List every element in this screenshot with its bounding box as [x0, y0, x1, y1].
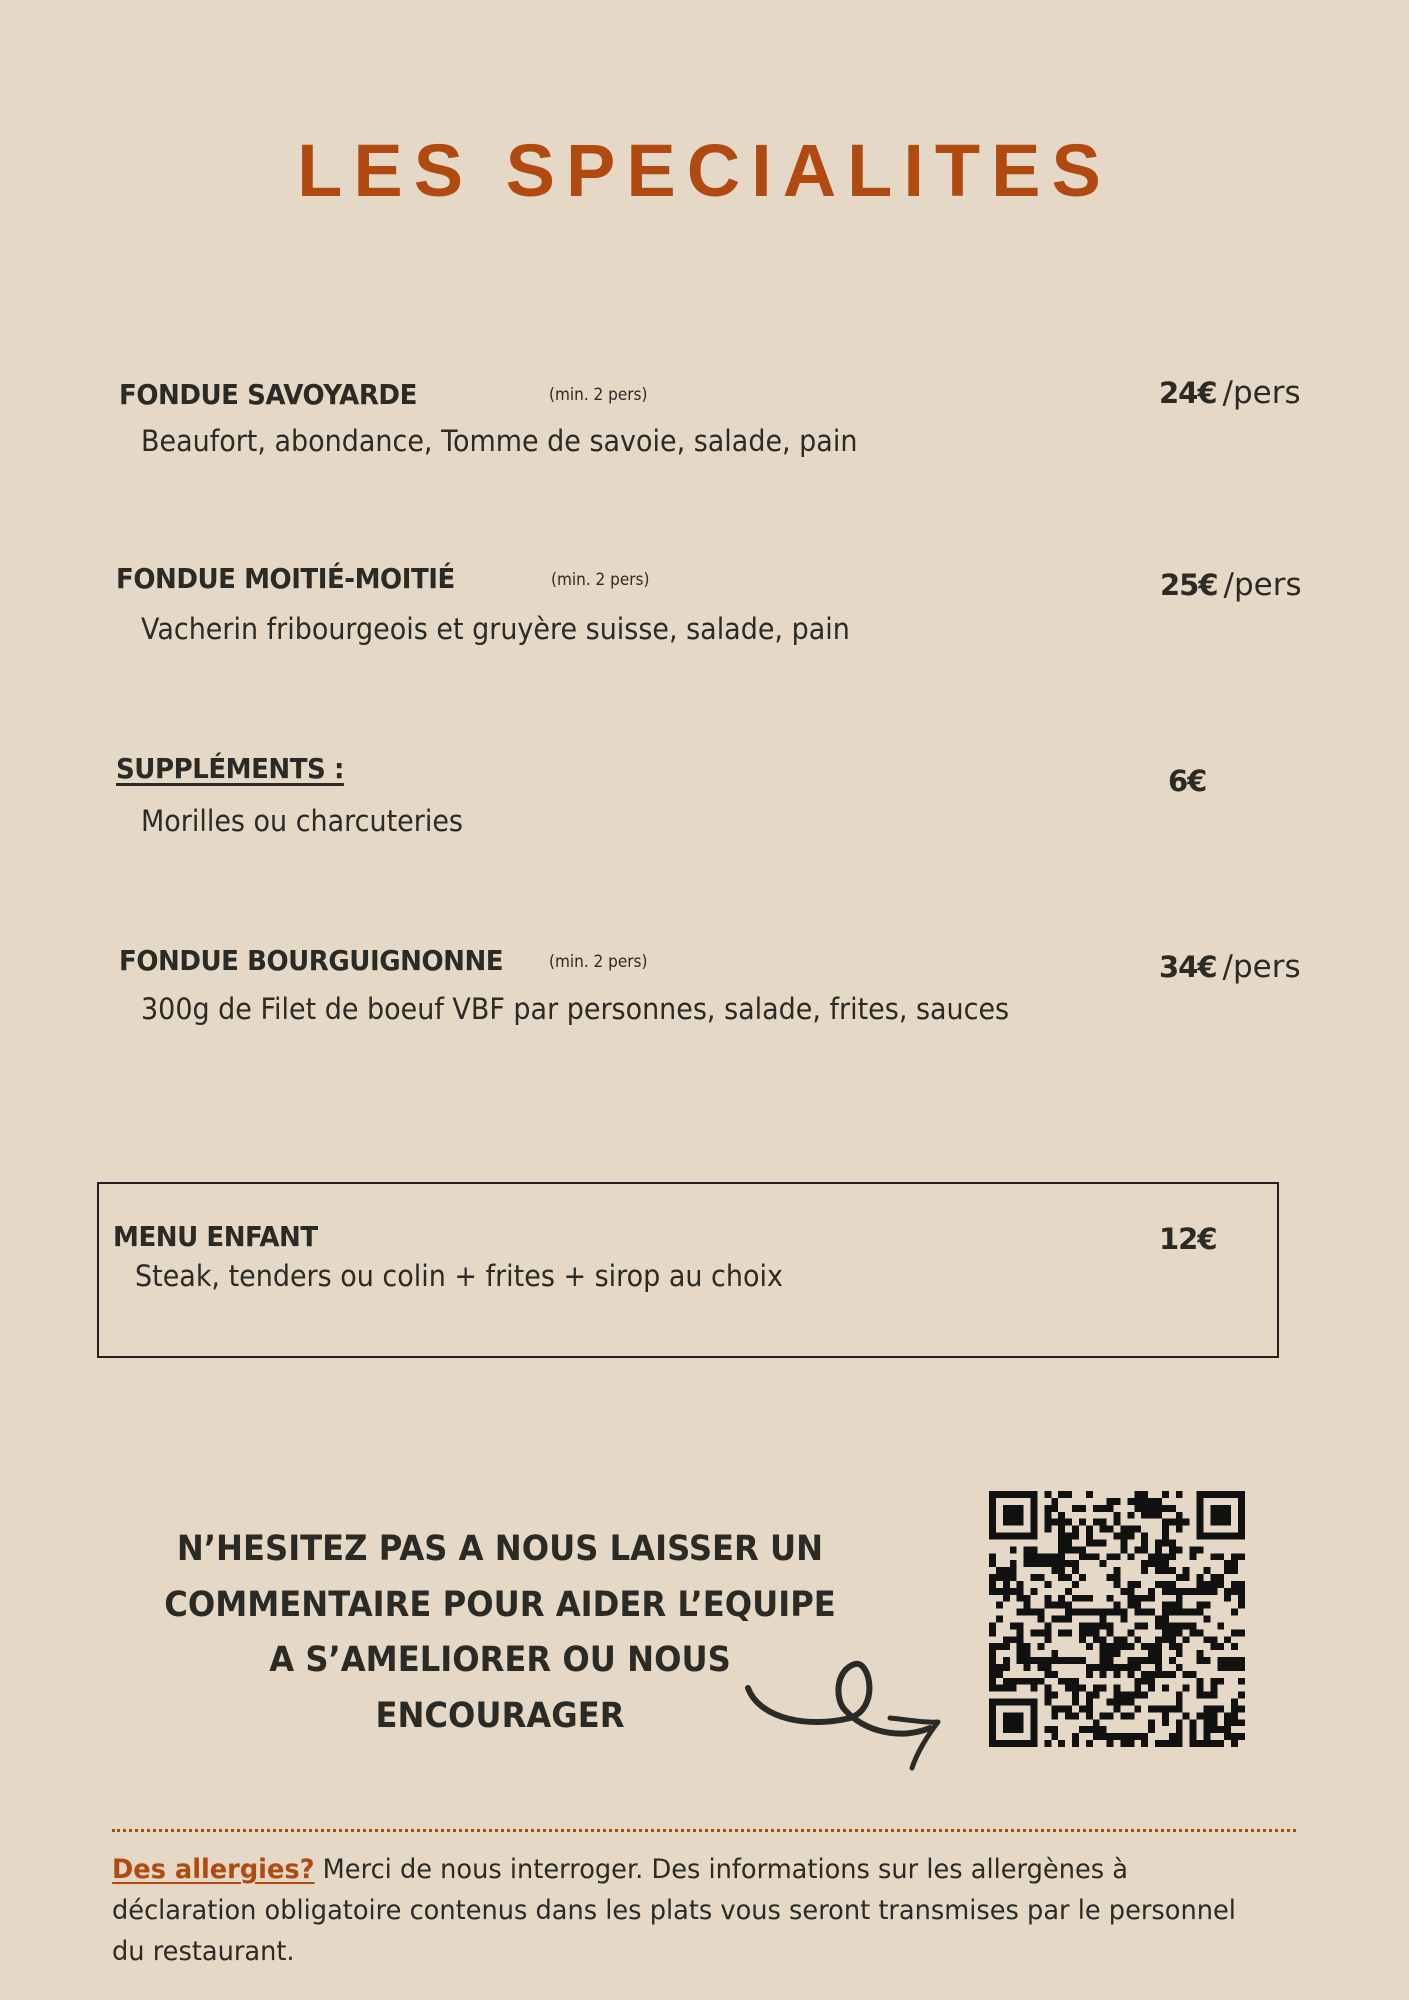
- feedback-line: COMMENTAIRE POUR AIDER L’EQUIPE: [164, 1584, 836, 1625]
- item-price: [1159, 949, 1301, 985]
- item-description: Beaufort, abondance, Tomme de savoie, salade, pain: [141, 424, 858, 458]
- allergy-label: Des allergies?: [112, 1854, 315, 1885]
- item-note: (min. 2 pers): [549, 952, 648, 972]
- price-unit: /pers: [1222, 375, 1301, 411]
- item-name: SUPPLÉMENTS :: [116, 752, 344, 785]
- item-description: Vacherin fribourgeois et gruyère suisse, salade, pain: [141, 612, 850, 646]
- page-title: LES SPECIALITES: [297, 129, 1112, 212]
- allergy-text: Merci de nous interroger. Des informations sur les allergènes à déclaration obligatoire contenus dans les plats vous seront transmises par le personnel du restaurant.: [112, 1854, 1236, 1967]
- price-amount: 25€: [1160, 568, 1218, 602]
- feedback-line: A S’AMELIORER OU NOUS: [269, 1640, 731, 1680]
- item-name: MENU ENFANT: [113, 1220, 318, 1253]
- feedback-line: N’HESITEZ PAS A NOUS LAISSER UN: [176, 1529, 824, 1569]
- item-name: FONDUE SAVOYARDE: [119, 378, 417, 411]
- feedback-message: [160, 1522, 841, 1744]
- price-amount: 24€: [1159, 376, 1217, 410]
- price-unit: /pers: [1222, 949, 1301, 985]
- feedback-line: ENCOURAGER: [375, 1695, 625, 1736]
- allergy-notice: [112, 1849, 1252, 1972]
- dotted-divider: [112, 1829, 1296, 1832]
- item-price: [1168, 764, 1206, 798]
- item-price: [1160, 567, 1302, 603]
- item-price: [1159, 375, 1301, 411]
- item-description: Morilles ou charcuteries: [141, 804, 463, 838]
- item-name: FONDUE MOITIÉ-MOITIÉ: [116, 562, 455, 595]
- item-note: (min. 2 pers): [551, 570, 650, 590]
- qr-code-icon[interactable]: [989, 1491, 1245, 1747]
- item-name: FONDUE BOURGUIGNONNE: [119, 944, 504, 977]
- price-amount: 34€: [1159, 950, 1217, 984]
- item-note: (min. 2 pers): [549, 385, 648, 405]
- price-amount: 12€: [1159, 1222, 1217, 1256]
- curly-arrow-icon: [740, 1660, 945, 1775]
- item-price: [1159, 1222, 1217, 1256]
- price-amount: 6€: [1168, 764, 1207, 798]
- item-description: 300g de Filet de boeuf VBF par personnes, salade, frites, sauces: [141, 992, 1010, 1026]
- item-description: Steak, tenders ou colin + frites + sirop au choix: [135, 1259, 783, 1293]
- price-unit: /pers: [1223, 567, 1302, 603]
